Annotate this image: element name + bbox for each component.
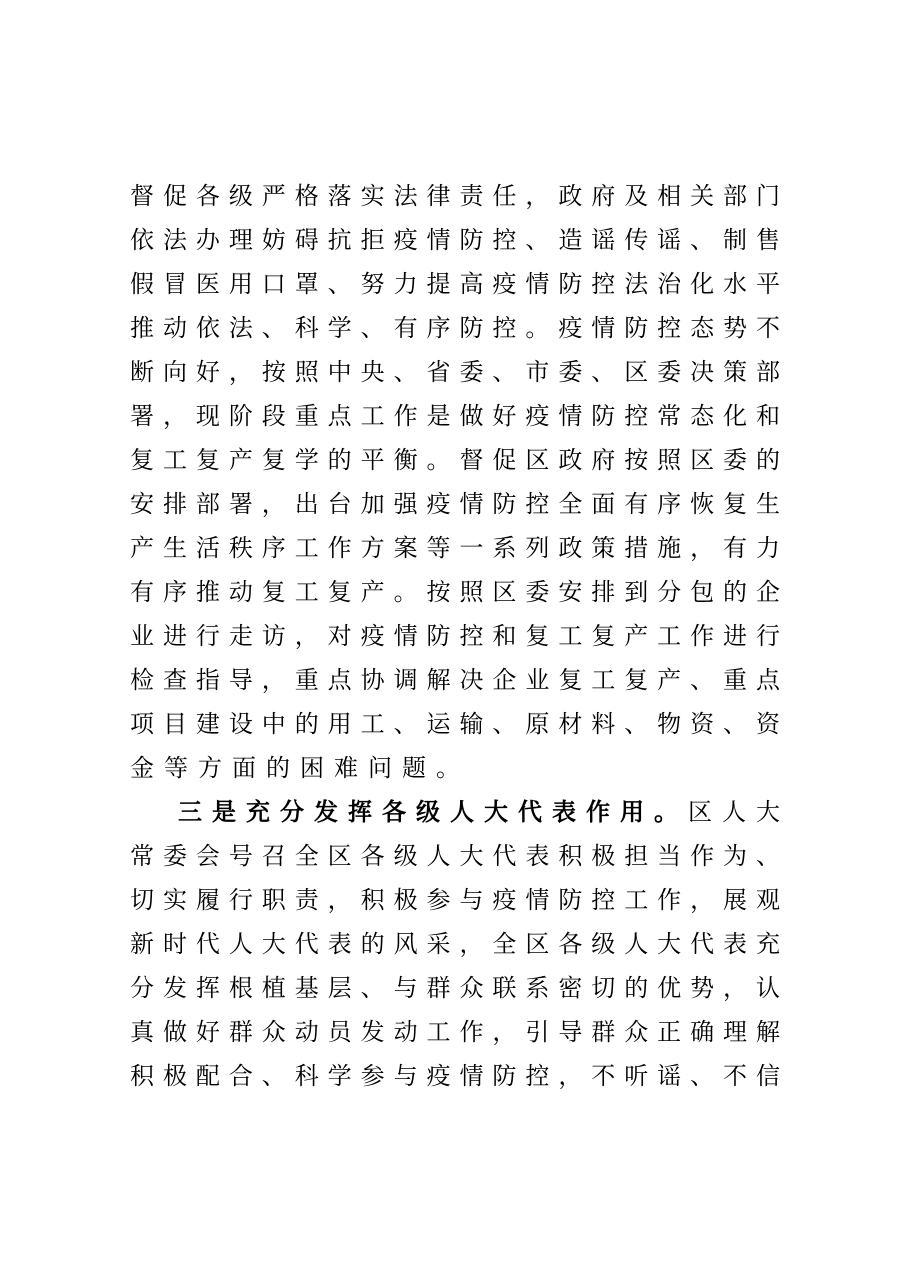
text-fragment: 区人大 — [688, 798, 780, 826]
text-line: 常委会号召全区各级人大代表积极担当作为、 — [130, 842, 780, 870]
text-line: 真做好群众动员发动工作，引导群众正确理解 — [130, 1018, 780, 1046]
text-line: 推动依法、科学、有序防控。疫情防控态势不 — [130, 314, 780, 342]
text-line: 项目建设中的用工、运输、原材料、物资、资 — [130, 710, 780, 738]
text-line: 积极配合、科学参与疫情防控，不听谣、不信 — [130, 1062, 780, 1090]
text-line: 产生活秩序工作方案等一系列政策措施，有力 — [130, 534, 780, 562]
text-line: 署，现阶段重点工作是做好疫情防控常态化和 — [130, 402, 780, 430]
paragraph-heading: 三是充分发挥各级人大代表作用。 — [178, 797, 688, 826]
text-line: 新时代人大代表的风采，全区各级人大代表充 — [130, 930, 780, 958]
paragraph-first-line — [130, 790, 780, 834]
text-line: 假冒医用口罩、努力提高疫情防控法治化水平 — [130, 270, 780, 298]
text-line: 有序推动复工复产。按照区委安排到分包的企 — [130, 578, 780, 606]
text-line: 业进行走访，对疫情防控和复工复产工作进行 — [130, 622, 780, 650]
text-line: 断向好，按照中央、省委、市委、区委决策部 — [130, 358, 780, 386]
text-line: 督促各级严格落实法律责任，政府及相关部门 — [130, 182, 780, 210]
text-line: 安排部署，出台加强疫情防控全面有序恢复生 — [130, 490, 780, 518]
text-line: 依法办理妨碍抗拒疫情防控、造谣传谣、制售 — [130, 226, 780, 254]
text-line: 切实履行职责，积极参与疫情防控工作，展观 — [130, 886, 780, 914]
text-line: 金等方面的困难问题。 — [130, 754, 470, 782]
text-line: 检查指导，重点协调解决企业复工复产、重点 — [130, 666, 780, 694]
body-text — [130, 174, 780, 1098]
text-line: 分发挥根植基层、与群众联系密切的优势，认 — [130, 974, 780, 1002]
text-line: 复工复产复学的平衡。督促区政府按照区委的 — [130, 446, 780, 474]
